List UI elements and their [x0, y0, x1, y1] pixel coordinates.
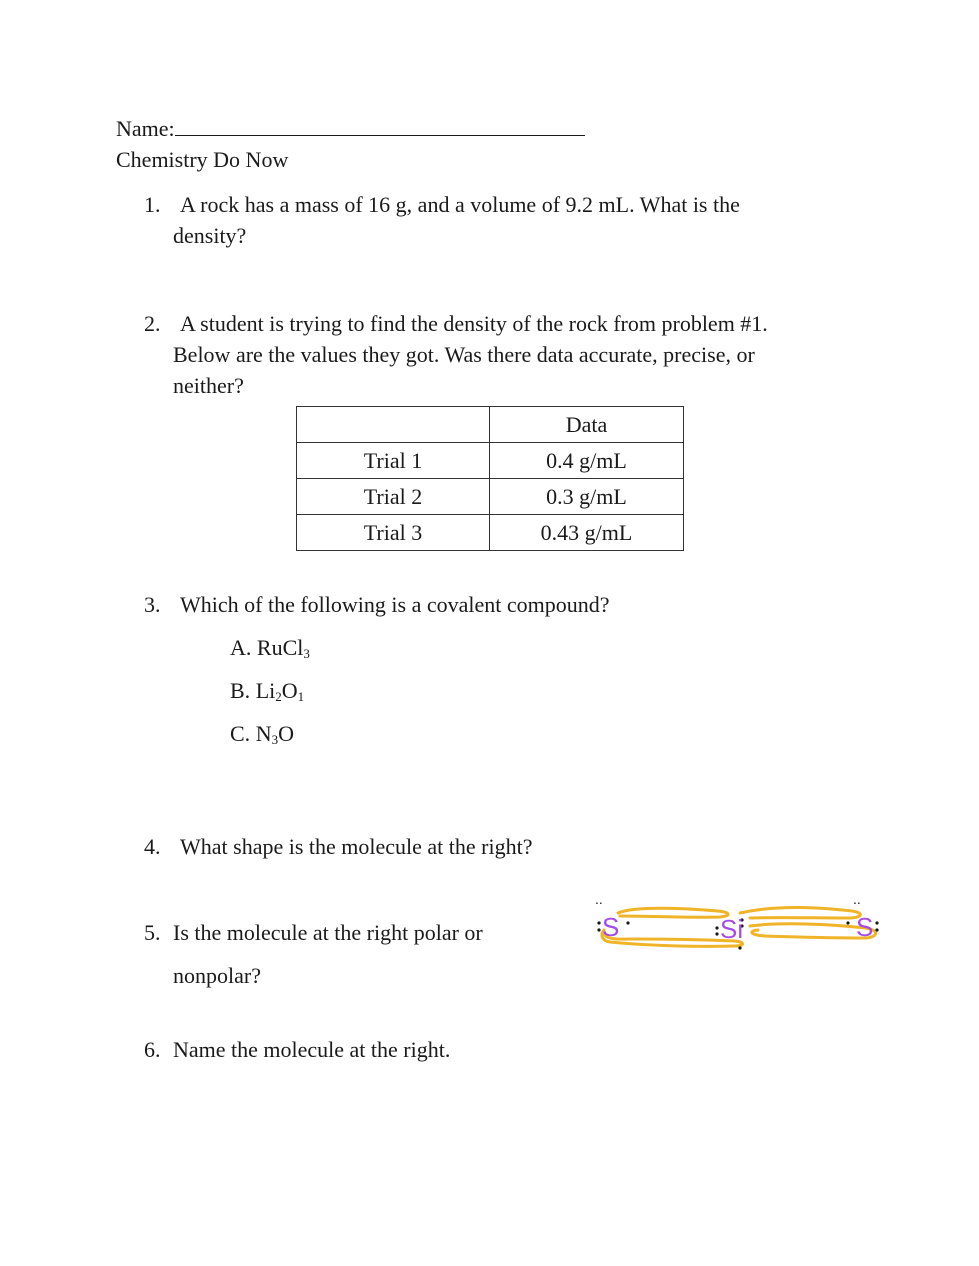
- question-number: 6.: [144, 1037, 161, 1062]
- table-row: [297, 443, 684, 479]
- lone-pair-left: ..: [595, 891, 603, 907]
- lone-pair-right: ..: [853, 891, 861, 907]
- trial-label: Trial 3: [297, 515, 490, 551]
- question-number: 4.: [144, 834, 161, 859]
- density-data-table: [296, 406, 684, 551]
- question-text: nonpolar?: [173, 963, 261, 988]
- atom-sulfur-left: S: [602, 912, 620, 942]
- option-letter: C.: [230, 721, 251, 746]
- question-text: Which of the following is a covalent compound?: [180, 592, 610, 617]
- table-row: [297, 479, 684, 515]
- question-text: What shape is the molecule at the right?: [180, 834, 533, 859]
- trial-label: Trial 2: [297, 479, 490, 515]
- answer-option-b: [230, 678, 304, 704]
- trial-value: 0.43 g/mL: [490, 515, 684, 551]
- name-label: Name:: [116, 116, 175, 141]
- question-text: A student is trying to find the density of the rock from problem #1.: [180, 311, 768, 336]
- table-header-cell: [297, 407, 490, 443]
- molecule-diagram: [590, 880, 890, 970]
- answer-option-c: [230, 721, 294, 747]
- page-title: Chemistry Do Now: [116, 147, 289, 172]
- option-letter: A.: [230, 635, 252, 660]
- question-number: 3.: [144, 592, 161, 617]
- option-formula: $N_3O$: [255, 721, 294, 747]
- question-text: A rock has a mass of 16 g, and a volume of 9.2 mL. What is the: [180, 192, 740, 217]
- name-blank[interactable]: [175, 117, 585, 136]
- question-number: 5.: [144, 920, 161, 945]
- question-text: Is the molecule at the right polar or: [173, 920, 483, 945]
- atom-silicon: Si: [720, 914, 744, 944]
- trial-value: 0.4 g/mL: [490, 443, 684, 479]
- table-row: [297, 515, 684, 551]
- question-number: 1.: [144, 192, 161, 217]
- table-header-cell: Data: [490, 407, 684, 443]
- trial-label: Trial 1: [297, 443, 490, 479]
- option-formula: RuCl$_3$: [256, 635, 310, 661]
- table-header-row: [297, 407, 684, 443]
- option-letter: B.: [230, 678, 251, 703]
- question-text: neither?: [173, 373, 244, 398]
- question-text: Below are the values they got. Was there data accurate, precise, or: [173, 342, 755, 367]
- answer-option-a: [230, 635, 310, 661]
- option-formula: $Li_2O_1$: [255, 678, 305, 704]
- atom-sulfur-right: S: [856, 912, 874, 942]
- question-text: Name the molecule at the right.: [173, 1037, 451, 1062]
- name-field: [116, 116, 585, 142]
- trial-value: 0.3 g/mL: [490, 479, 684, 515]
- question-number: 2.: [144, 311, 161, 336]
- question-text: density?: [173, 223, 247, 248]
